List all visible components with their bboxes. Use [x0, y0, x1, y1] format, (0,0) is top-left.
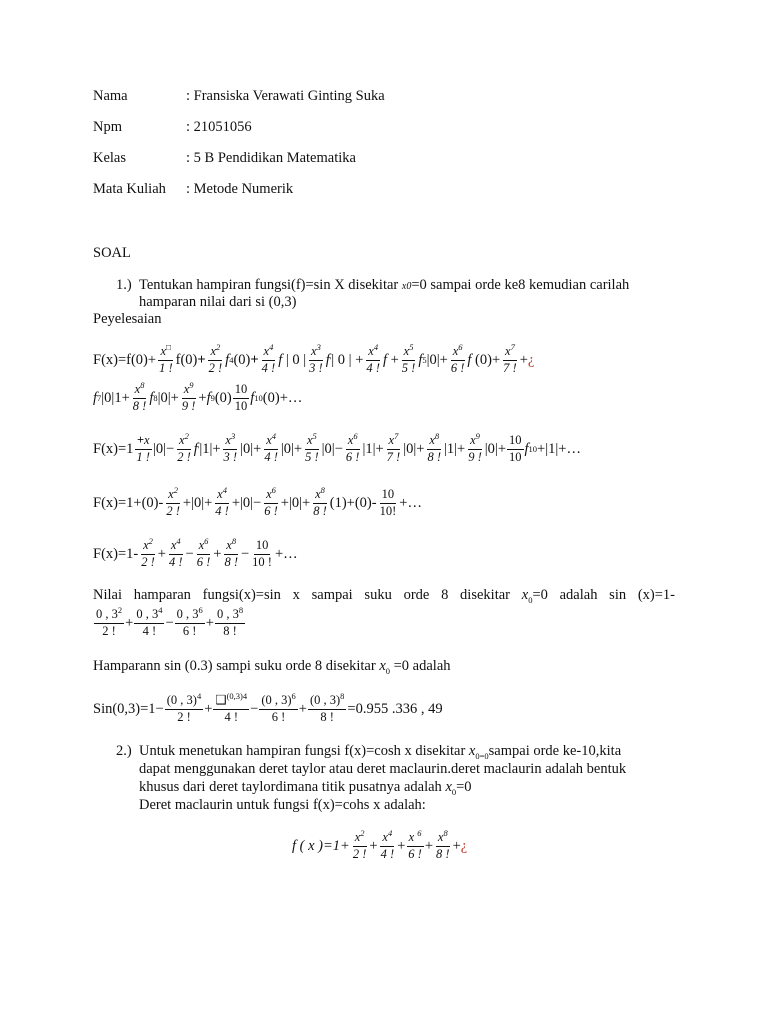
value-mata-kuliah: : Metode Numerik [186, 181, 294, 197]
nilai-paragraph: Nilai hamparan fungsi(x)=sin x sampai suku orde 8 disekitar $x_0=0$ adalah sin (x)=1- [93, 587, 676, 605]
q1-line1: Tentukan hampiran fungsi(f)=sin X disekitar x0=0 sampai orde ke8 kemudian carilah [139, 277, 630, 293]
maclaurin-equation: f ( x )=1+ $\frac{x^2}{2 !}$ + $\frac{x^4}{4 !}$ + $\frac{x ^6}{6 !}$ + $\frac{x^8}{8 !}$ + ¿ [292, 828, 468, 861]
label-mata-kuliah: Mata Kuliah [93, 181, 166, 197]
label-npm: Npm [93, 119, 122, 135]
soal-heading: SOAL [93, 245, 131, 261]
peyelesaian-heading: Peyelesaian [93, 311, 162, 327]
q2-line3: khusus dari deret taylordimana titik pusatnya adalah $x_0=0$ [139, 779, 472, 797]
label-kelas: Kelas [93, 150, 127, 166]
q1-line2: hamparan nilai dari si (0,3) [139, 294, 297, 310]
q2-line2: dapat menggunakan deret taylor atau deret maclaurin.deret maclaurin adalah bentuk [139, 761, 627, 777]
equation-1-row-b: f 7 |0|1+ $\frac{x^8}{8 !}$ f 8 |0|+ $\frac{x^9}{9 !}$ + f 9 (0) $\frac{10}{10}$ f 10 (0) +… [93, 380, 303, 413]
value-npm: : 21051056 [186, 119, 252, 135]
hamparann-line: Hamparann sin (0.3) sampi suku orde 8 disekitar $x_0 =0$ adalah [93, 658, 451, 676]
value-nama: : Fransiska Verawati Ginting Suka [186, 88, 385, 104]
q2-number: 2.) [116, 743, 132, 759]
equation-3: F(x)=1+(0)- $\frac{x^2}{2 !}$ +|0|+ $\frac{x^4}{4 !}$ +|0|− $\frac{x^6}{6 !}$ +|0|+ $\frac{x^8}{8 !}$ (1)+(0)- $\frac{10}{10!}$ +… [93, 485, 422, 518]
equation-2: F(x)=1 $\frac{+x}{1 !}$ |0|− $\frac{x^2}{2 !}$ f ' |1|+ $\frac{x^3}{3 !}$ |0|+ $\frac{x^4}{4 !}$ |0|+ $\frac{x^5}{5 !}$ |0|− $\frac{x^6}{6 !}$ |1|+ $\frac{x^7}{7 !}$ |0|+ $\frac{x^8}{8 !}$ |1|+ $\frac{x^9}{9 !}$ |0|+ $\frac{10}{10}$ f 10 +|1|+… [93, 431, 581, 464]
equation-1-row-a: F(x)=f(0)+ $\frac{x^□}{1 !}$ f(0) + $\frac{x^2}{2 !}$ f 4 (0) + $\frac{x^4}{4 !}$ f | 0 | $\frac{x^3}{3 !}$ f ' | 0 | + $\frac{x^4}{4 !}$ f + $\frac{x^5}{5 !}$ f 5 |0|+ $\frac{x^6}{6 !}$ f (0)+ $\frac{x^7}{7 !}$ + ¿ [93, 342, 535, 375]
q2-line4: Deret maclaurin untuk fungsi f(x)=cohs x adalah: [139, 797, 426, 813]
q1-number: 1.) [116, 277, 132, 293]
label-nama: Nama [93, 88, 128, 104]
nilai-equation: $\frac{0 , 3^2}{2 !}$ + $\frac{0 , 3^4}{4 !}$ − $\frac{0 , 3^6}{6 !}$ + $\frac{0 , 3^8}{8 !}$ [96, 605, 244, 638]
value-kelas: : 5 B Pendidikan Matematika [186, 150, 356, 166]
q2-line1: Untuk menetukan hampiran fungsi f(x)=cosh x disekitar $x_{0=0}sampai$ orde ke-10,kita [139, 743, 622, 761]
sin-equation: Sin(0,3)=1− $\frac{(0 , 3)^4}{2 !}$ + $\frac{❑^{(0,3)4}}{4 !}$ − $\frac{(0 , 3)^6}{6 !}$ + $\frac{(0 , 3)^8}{8 !}$ =0.955 .336 , 49 [93, 691, 443, 724]
equation-4: F(x)=1- $\frac{x^2}{2 !}$ + $\frac{x^4}{4 !}$ − $\frac{x^6}{6 !}$ + $\frac{x^8}{8 !}$ − $\frac{10}{10 !}$ +… [93, 536, 298, 569]
